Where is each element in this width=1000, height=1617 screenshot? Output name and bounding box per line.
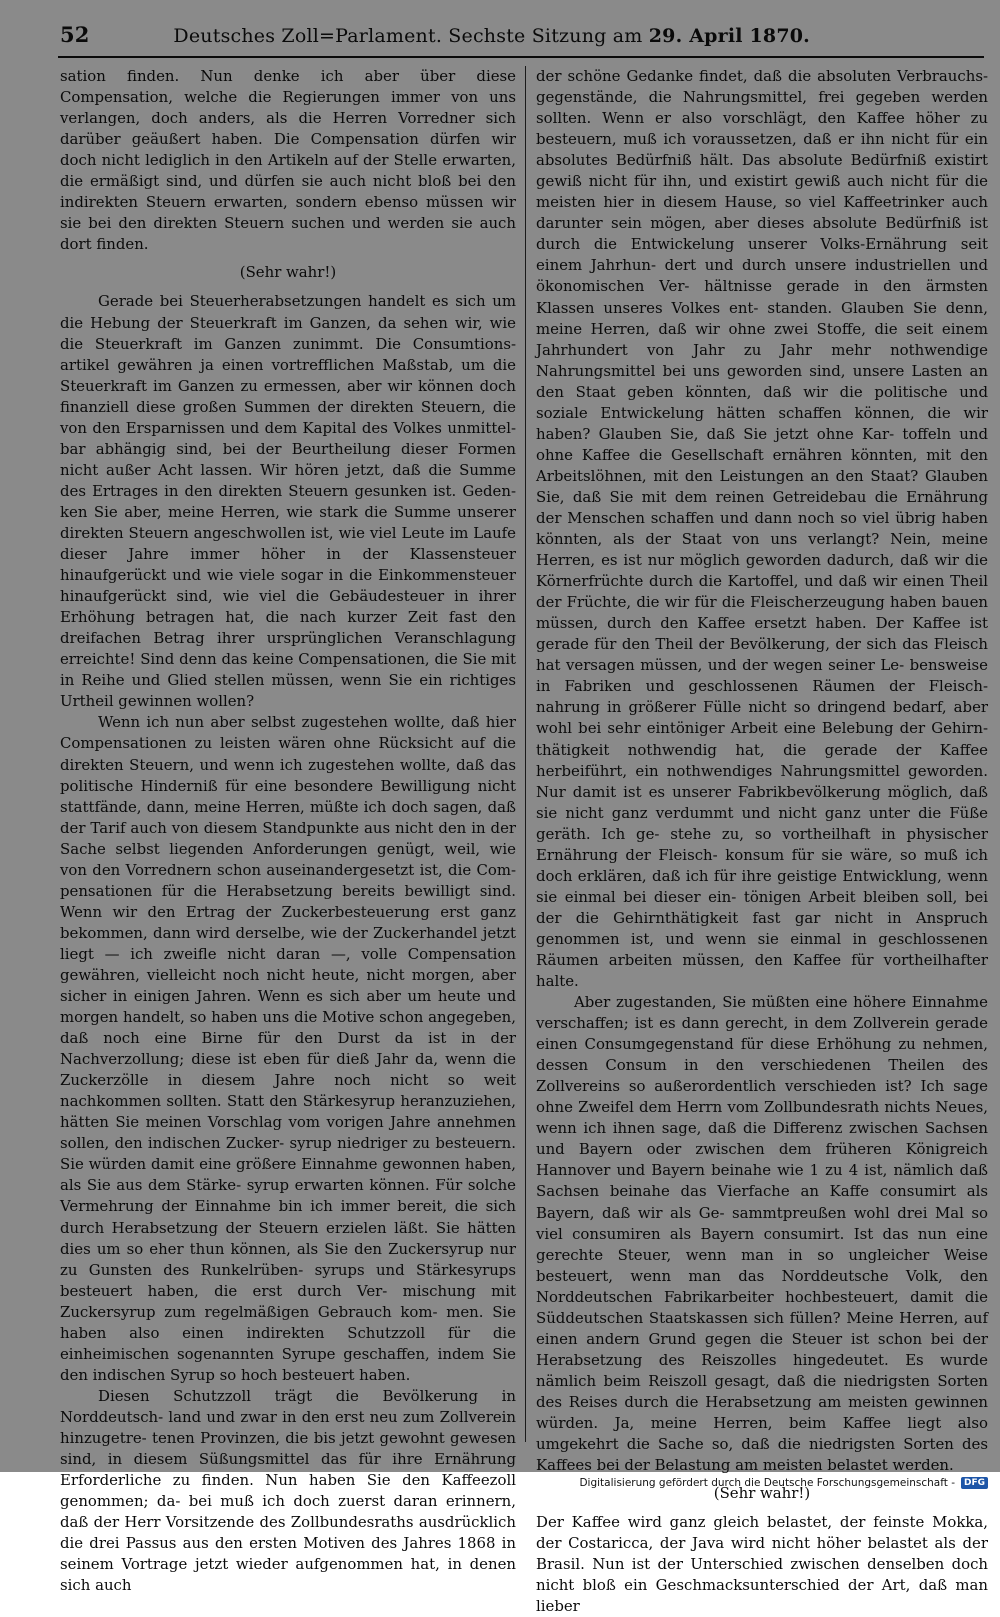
- right-interjection: (Sehr wahr!): [713, 1484, 811, 1503]
- left-paragraph-4: Diesen Schutzzoll trägt die Bevölkerung in Norddeutsch- land und zwar in den erst neu zum Zollverein hinzugetre- tenen Provinzen, die bis jetzt gewohnt gewesen sind, in diesem Süßungsmittel das für ihre Ernährung Erforderliche zu finden. Nun haben Sie den Kaffeezoll genommen; da- bei muß ich doch zuerst daran erinnern, daß der Herr Vorsitzende des Zollbundesraths ausdrücklich die drei Passus aus den ersten Motiven des Jahres 1868 in seinem Vortrage jetzt wieder aufgenommen hat, in denen sich auch: [60, 1386, 516, 1595]
- session-date: 29. April 1870.: [648, 25, 810, 47]
- header-rule: [58, 56, 984, 58]
- left-paragraph-1: sation finden. Nun denke ich aber über diese Compensation, welche die Regierungen immer von uns verlangen, doch anders, als die Herren Vorredner sich darüber geäußert haben. Die Compensation dürfen wir doch nicht lediglich in den Artikeln auf der Stelle erwarten, die ermäßigt sind, und dürfen sie auch nicht bloß bei den indirekten Steuern erwarten, sondern ebenso müssen wir sie bei den direkten Steuern suchen und werden sie auch dort finden.: [60, 67, 516, 254]
- page-number: 52: [60, 22, 90, 47]
- running-title: [173, 25, 810, 47]
- right-paragraph-3: Der Kaffee wird ganz gleich belastet, der feinste Mokka, der Costaricca, der Java wird nicht höher belastet als der Brasil. Nun ist der Unterschied zwischen denselben doch nicht bloß ein Geschmacksunterschied der Art, daß man lieber: [536, 1513, 988, 1616]
- left-interjection: (Sehr wahr!): [239, 263, 337, 282]
- column-divider: [525, 66, 526, 1442]
- running-title-text: Deutsches Zoll=Parlament. Sechste Sitzung am: [173, 25, 643, 47]
- dfg-logo-icon: DFG: [961, 1477, 988, 1489]
- right-paragraph-2: Aber zugestanden, Sie müßten eine höhere Einnahme verschaffen; ist es dann gerecht, in dem Zollverein gerade einen Consumgegenstand für diese Erhöhung zu nehmen, dessen Consum in den verschiedenen Theilen des Zollvereins so außerordentlich verschieden ist? Ich sage ohne Zweifel dem Herrn vom Zollbundesrath nichts Neues, wenn ich ihnen sage, daß die Differenz zwischen Sachsen und Bayern oder zwischen dem früheren Königreich Hannover und Bayern beinahe wie 1 zu 4 ist, nämlich daß Sachsen beinahe das Vierfache an Kaffe consumirt als Bayern, daß wir als Ge- sammtpreußen wohl drei Mal so viel consumiren als Bayern consumirt. Ist das nun eine gerechte Steuer, wenn man in so ungleicher Weise besteuert, wenn man das Norddeutsche Volk, den Norddeutschen Fabrikarbeiter hochbesteuert, damit die Süddeutschen Staatskassen sich füllen? Meine Herren, auf einen andern Grund gegen die Steuer ist schon bei der Herabsetzung des Reiszolles hingedeutet. Es wurde nämlich beim Reiszoll gesagt, daß die niedrigsten Sorten des Reises durch die Herabsetzung am meisten gewinnen würden. Ja, meine Herren, beim Kaffee liegt also umgekehrt die Sache so, daß die niedrigsten Sorten des Kaffees bei der Belastung am meisten belastet werden.: [536, 993, 988, 1475]
- left-paragraph-3: Wenn ich nun aber selbst zugestehen wollte, daß hier Compensationen zu leisten wären ohne Rücksicht auf die direkten Steuern, und wenn ich zugestehen wollte, daß das politische Hinderniß für eine besondere Bewilligung nicht stattfände, dann, meine Herren, müßte ich doch sagen, daß der Tarif auch von diesem Standpunkte aus nicht den in der Sache selbst liegenden Anforderungen genügt, weil, wie von den Vorrednern schon auseinandergesetzt ist, die Com- pensationen für die Herabsetzung bereits bewilligt sind. Wenn wir den Ertrag der Zuckerbesteuerung erst ganz bekommen, dann wird derselbe, wie der Zuckerhandel jetzt liegt — ich zweifle nicht daran —, volle Compensation gewähren, vielleicht noch nicht heute, nicht morgen, aber sicher in einigen Jahren. Wenn es sich aber um heute und morgen handelt, so haben uns die Motive schon angegeben, daß noch eine Birne für den Durst da ist in der Nachverzollung; diese ist eben für dieß Jahr da, wenn die Zuckerzölle in diesem Jahre noch nicht so weit nachkommen sollten. Statt den Stärkesyrup heranzuziehen, hätten Sie meinen Vorschlag vom vorigen Jahre annehmen sollen, den indischen Zucker- syrup niedriger zu besteuern. Sie würden damit eine größere Einnahme gewonnen haben, als Sie aus dem Stärke- syrup erwarten können. Für solche Vermehrung der Einnahme bin ich immer bereit, die sich durch Herabsetzung der Steuern erzielen läßt. Sie hätten dies um so eher thun können, als Sie den Zuckersyrup nur zu Gunsten des Runkelrüben- syrups und Stärkesyrups besteuert haben, die erst durch Ver- mischung mit Zuckersyrup zum regelmäßigen Gebrauch kom- men. Sie haben also einen indirekten Schutzzoll für die einheimischen sogenannten Syrupe geschaffen, indem Sie den indischen Syrup so hoch besteuert haben.: [60, 713, 516, 1384]
- left-column: [60, 66, 516, 1595]
- funding-credit: Digitalisierung gefördert durch die Deutsche Forschungsgemeinschaft -: [579, 1477, 955, 1489]
- right-paragraph-1: der schöne Gedanke findet, daß die absoluten Verbrauchs- gegenstände, die Nahrungsmittel, frei gegeben werden sollten. Wenn er also vorschlägt, den Kaffee höher zu besteuern, muß ich voraussetzen, daß er ihn nicht für ein absolutes Bedürfniß hält. Das absolute Bedürfniß existirt gewiß nicht für ihn, und existirt gewiß auch nicht für die meisten hier in diesem Hause, so viel Kaffeetrinker auch darunter sein mögen, aber dieses absolute Bedürfniß ist durch die Entwickelung unserer Volks-Ernährung seit einem Jahrhun- dert und durch unsere industriellen und ökonomischen Ver- hältnisse gerade in den ärmsten Klassen unseres Volkes ent- standen. Glauben Sie denn, meine Herren, daß wir ohne zwei Stoffe, die seit einem Jahrhundert von Jahr zu Jahr mehr nothwendige Nahrungsmittel bei uns geworden sind, unsere Lasten an den Staat geben könnten, daß wir die politische und soziale Entwickelung hätten schaffen können, die wir haben? Glauben Sie, daß Sie jetzt ohne Kar- toffeln und ohne Kaffee die Gesellschaft ernähren könnten, mit den Arbeitslöhnen, mit den Leistungen an den Staat? Glauben Sie, daß Sie mit dem reinen Getreidebau die Ernährung der Menschen schaffen und dann noch so viel übrig haben könnten, als der Staat von uns verlangt? Nein, meine Herren, es ist nur möglich geworden dadurch, daß wir die Körnerfrüchte durch die Kartoffel, und daß wir einen Theil der Früchte, die wir für die Fleischerzeugung haben bauen müssen, durch den Kaffee ersetzt haben. Der Kaffee ist gerade für den Theil der Bevölkerung, der sich das Fleisch hat versagen müssen, und der wegen seiner Le- bensweise in Fabriken und geschlossenen Räumen der Fleisch- nahrung in größerer Fülle nicht so dringend bedarf, aber wohl bei sehr eintöniger Arbeit eine Belebung der Gehirn- thätigkeit nothwendig hat, die gerade der Kaffee herbeiführt, ein nothwendiges Nahrungsmittel geworden. Nur damit ist es unserer Fabrikbevölkerung möglich, daß sie nicht ganz verdummt und nicht ganz unter die Füße geräth. Ich ge- stehe zu, so vortheilhaft in physischer Ernährung der Fleisch- konsum für sie wäre, so muß ich doch erklären, daß ich für ihre geistige Entwicklung, wenn sie einmal bei dieser ein- tönigen Arbeit bleiben soll, bei der die Gehirnthätigkeit fast gar nicht in Anspruch genommen ist, und wenn sie einmal in geschlossenen Räumen arbeiten müssen, den Kaffee für vortheilhafter halte.: [536, 67, 988, 991]
- left-paragraph-2: Gerade bei Steuerherabsetzungen handelt es sich um die Hebung der Steuerkraft im Ganzen, da sehen wir, wie die Steuerkraft im Ganzen zunimmt. Die Consumtions- artikel gewähren ja einen vortrefflichen Maßstab, um die Steuerkraft im Ganzen zu ermessen, aber wir können doch finanziell diese großen Summen der direkten Steuern, die von den Ersparnissen und dem Kapital des Volkes unmittel- bar abhängig sind, bei der Beurtheilung dieser Formen nicht außer Acht lassen. Wir hören jetzt, daß die Summe des Ertrages in den direkten Steuern gesunken ist. Geden- ken Sie aber, meine Herren, wie stark die Summe unserer direkten Steuern angeschwollen ist, wie viel Leute im Laufe dieser Jahre immer höher in der Klassensteuer hinaufgerückt und wie viele sogar in die Einkommensteuer hinaufgerückt sind, wie viel die Gebäudesteuer in ihrer Erhöhung betragen hat, die nach kurzer Zeit fast den dreifachen Betrag ihrer ursprünglichen Veranschlagung erreichte! Sind denn das keine Compensationen, die Sie mit in Reihe und Glied stellen müssen, wenn Sie ein richtiges Urtheil gewinnen wollen?: [60, 292, 516, 711]
- footer-credit: [579, 1477, 988, 1489]
- page-header: [60, 22, 810, 47]
